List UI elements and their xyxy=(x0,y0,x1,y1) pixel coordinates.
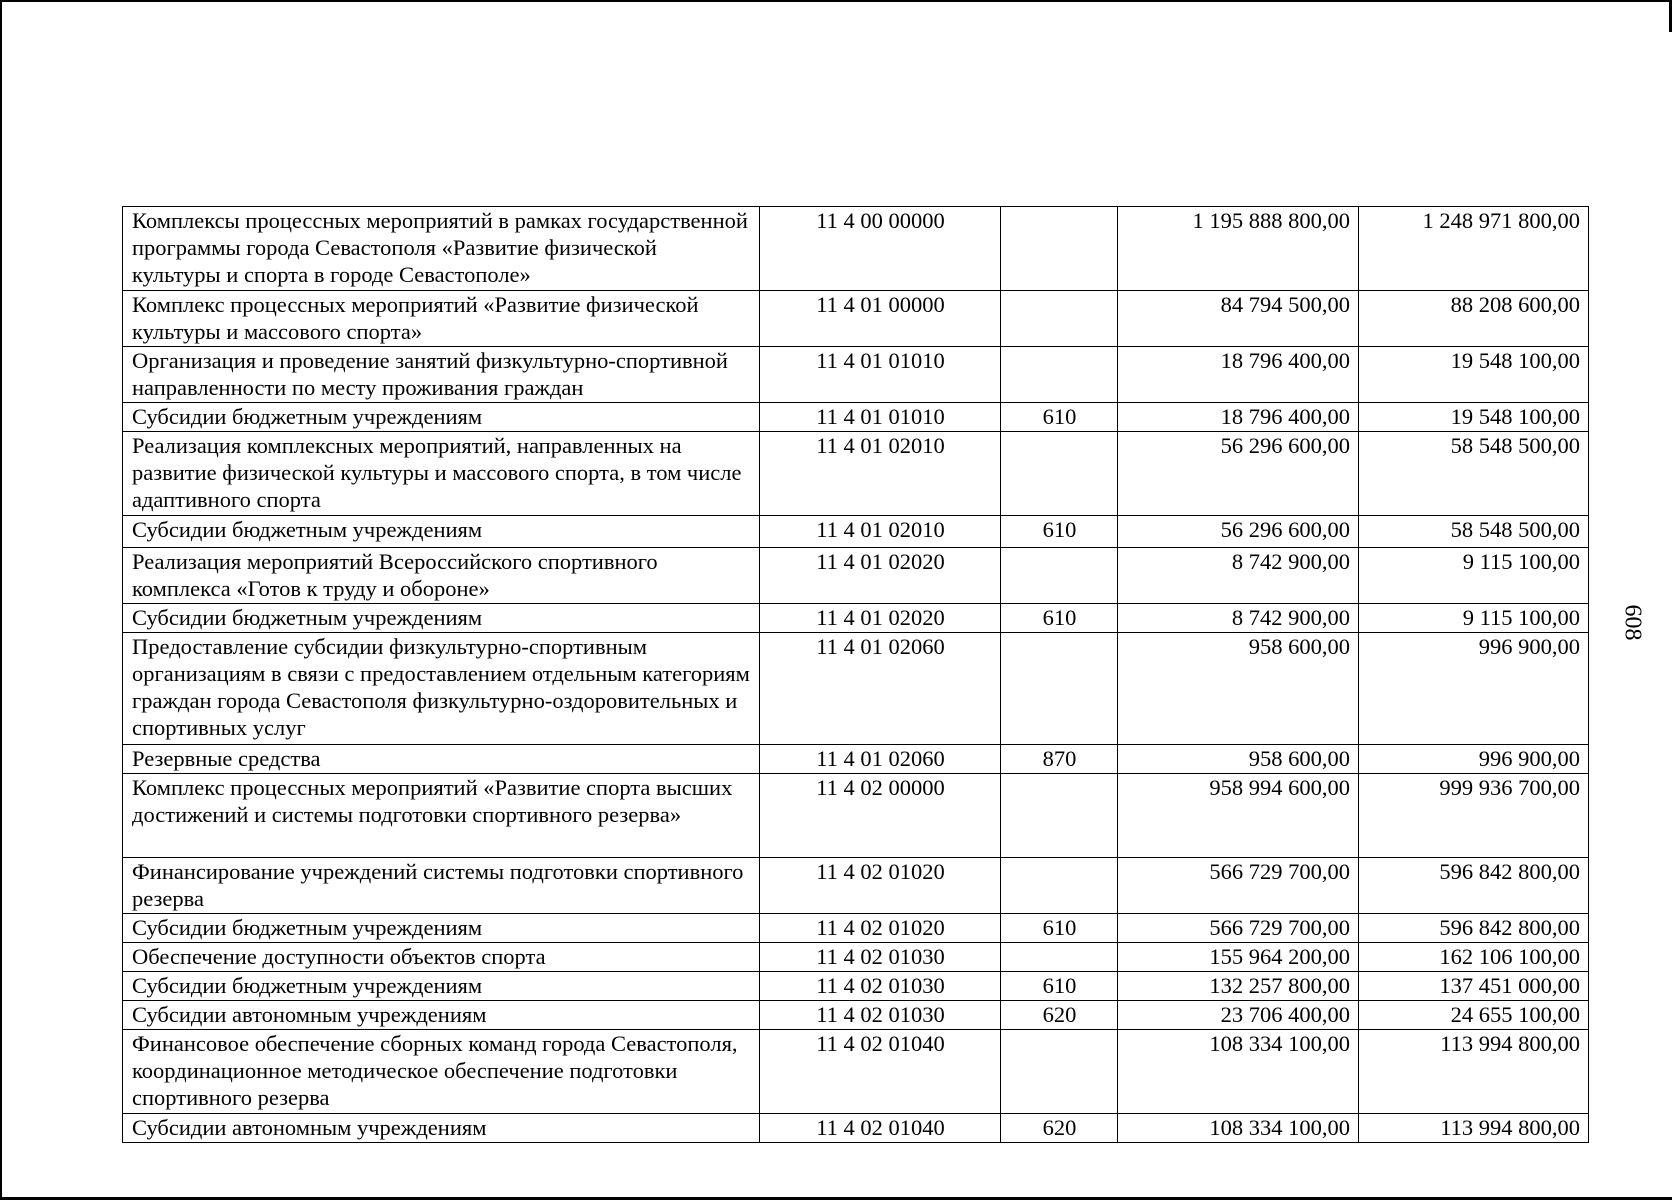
table-row xyxy=(123,432,1589,516)
row-sum-2: 19 548 100,00 xyxy=(1359,347,1589,403)
row-sum-2: 113 994 800,00 xyxy=(1359,1114,1589,1143)
row-name: Финансовое обеспечение сборных команд города Севастополя, координационное методическое обеспечение подготовки спортивного резерва xyxy=(123,1030,760,1114)
row-sum-1: 56 296 600,00 xyxy=(1118,432,1359,516)
row-name: Субсидии автономным учреждениям xyxy=(123,1001,760,1030)
row-sum-1: 108 334 100,00 xyxy=(1118,1030,1359,1114)
row-code: 11 4 02 01040 xyxy=(760,1030,1001,1114)
row-name: Обеспечение доступности объектов спорта xyxy=(123,943,760,972)
scan-border-top xyxy=(0,0,1672,2)
table-row xyxy=(123,1001,1589,1030)
row-code: 11 4 00 00000 xyxy=(760,207,1001,291)
row-expense-type xyxy=(1001,943,1118,972)
row-sum-2: 996 900,00 xyxy=(1359,633,1589,745)
table-row xyxy=(123,403,1589,432)
row-sum-2: 162 106 100,00 xyxy=(1359,943,1589,972)
row-sum-2: 113 994 800,00 xyxy=(1359,1030,1589,1114)
row-sum-1: 958 600,00 xyxy=(1118,633,1359,745)
row-name: Комплекс процессных мероприятий «Развитие спорта высших достижений и системы подготовки спортивного резерва» xyxy=(123,774,760,858)
row-expense-type xyxy=(1001,291,1118,347)
row-sum-1: 18 796 400,00 xyxy=(1118,403,1359,432)
table-row xyxy=(123,207,1589,291)
row-expense-type xyxy=(1001,633,1118,745)
row-name: Субсидии бюджетным учреждениям xyxy=(123,972,760,1001)
row-code: 11 4 02 01020 xyxy=(760,858,1001,914)
row-name: Организация и проведение занятий физкультурно-спортивной направленности по месту проживания граждан xyxy=(123,347,760,403)
row-expense-type xyxy=(1001,347,1118,403)
row-code: 11 4 01 01010 xyxy=(760,403,1001,432)
row-sum-2: 58 548 500,00 xyxy=(1359,516,1589,548)
table-row xyxy=(123,858,1589,914)
row-expense-type: 610 xyxy=(1001,604,1118,633)
row-name: Субсидии автономным учреждениям xyxy=(123,1114,760,1143)
row-name: Резервные средства xyxy=(123,745,760,774)
row-sum-1: 958 994 600,00 xyxy=(1118,774,1359,858)
budget-table-body xyxy=(123,207,1589,1143)
row-name: Реализация комплексных мероприятий, направленных на развитие физической культуры и массового спорта, в том числе адаптивного спорта xyxy=(123,432,760,516)
row-sum-1: 1 195 888 800,00 xyxy=(1118,207,1359,291)
row-expense-type: 610 xyxy=(1001,516,1118,548)
row-sum-1: 23 706 400,00 xyxy=(1118,1001,1359,1030)
row-sum-1: 18 796 400,00 xyxy=(1118,347,1359,403)
row-sum-1: 108 334 100,00 xyxy=(1118,1114,1359,1143)
row-code: 11 4 02 00000 xyxy=(760,774,1001,858)
row-expense-type: 620 xyxy=(1001,1001,1118,1030)
row-expense-type: 870 xyxy=(1001,745,1118,774)
row-expense-type: 610 xyxy=(1001,403,1118,432)
row-code: 11 4 02 01030 xyxy=(760,1001,1001,1030)
row-code: 11 4 01 02060 xyxy=(760,633,1001,745)
table-row xyxy=(123,774,1589,858)
row-code: 11 4 01 01010 xyxy=(760,347,1001,403)
row-code: 11 4 02 01020 xyxy=(760,914,1001,943)
table-row xyxy=(123,972,1589,1001)
table-row xyxy=(123,516,1589,548)
row-sum-1: 155 964 200,00 xyxy=(1118,943,1359,972)
row-code: 11 4 01 02060 xyxy=(760,745,1001,774)
row-sum-1: 132 257 800,00 xyxy=(1118,972,1359,1001)
row-sum-2: 999 936 700,00 xyxy=(1359,774,1589,858)
row-expense-type xyxy=(1001,858,1118,914)
row-expense-type: 610 xyxy=(1001,914,1118,943)
row-sum-1: 958 600,00 xyxy=(1118,745,1359,774)
row-sum-2: 58 548 500,00 xyxy=(1359,432,1589,516)
row-code: 11 4 01 02020 xyxy=(760,548,1001,604)
row-sum-1: 56 296 600,00 xyxy=(1118,516,1359,548)
row-name: Комплекс процессных мероприятий «Развитие физической культуры и массового спорта» xyxy=(123,291,760,347)
row-expense-type xyxy=(1001,432,1118,516)
row-sum-2: 1 248 971 800,00 xyxy=(1359,207,1589,291)
row-sum-1: 566 729 700,00 xyxy=(1118,858,1359,914)
row-sum-1: 8 742 900,00 xyxy=(1118,548,1359,604)
scan-border-left xyxy=(0,0,2,1200)
row-sum-2: 9 115 100,00 xyxy=(1359,548,1589,604)
row-sum-2: 9 115 100,00 xyxy=(1359,604,1589,633)
row-sum-2: 24 655 100,00 xyxy=(1359,1001,1589,1030)
table-row xyxy=(123,914,1589,943)
table-row xyxy=(123,548,1589,604)
page-number: 608 xyxy=(1619,604,1646,641)
row-sum-2: 88 208 600,00 xyxy=(1359,291,1589,347)
row-sum-1: 8 742 900,00 xyxy=(1118,604,1359,633)
row-code: 11 4 01 02010 xyxy=(760,516,1001,548)
table-row xyxy=(123,943,1589,972)
row-name: Субсидии бюджетным учреждениям xyxy=(123,914,760,943)
row-sum-2: 996 900,00 xyxy=(1359,745,1589,774)
row-expense-type xyxy=(1001,774,1118,858)
row-expense-type: 610 xyxy=(1001,972,1118,1001)
row-sum-2: 596 842 800,00 xyxy=(1359,858,1589,914)
row-name: Предоставление субсидии физкультурно-спортивным организациям в связи с предоставлением отдельным категориям граждан города Севастополя физкультурно-оздоровительных и спортивных услуг xyxy=(123,633,760,745)
table-row xyxy=(123,1030,1589,1114)
row-sum-1: 566 729 700,00 xyxy=(1118,914,1359,943)
table-row xyxy=(123,604,1589,633)
table-row xyxy=(123,633,1589,745)
row-expense-type xyxy=(1001,1030,1118,1114)
row-expense-type xyxy=(1001,548,1118,604)
row-code: 11 4 01 02020 xyxy=(760,604,1001,633)
row-sum-1: 84 794 500,00 xyxy=(1118,291,1359,347)
row-code: 11 4 02 01030 xyxy=(760,972,1001,1001)
row-name: Субсидии бюджетным учреждениям xyxy=(123,516,760,548)
row-name: Комплексы процессных мероприятий в рамках государственной программы города Севастополя «Развитие физической культуры и спорта в городе Севастополе» xyxy=(123,207,760,291)
row-code: 11 4 02 01030 xyxy=(760,943,1001,972)
table-row xyxy=(123,291,1589,347)
table-row xyxy=(123,347,1589,403)
row-sum-2: 19 548 100,00 xyxy=(1359,403,1589,432)
row-code: 11 4 01 02010 xyxy=(760,432,1001,516)
row-code: 11 4 01 00000 xyxy=(760,291,1001,347)
row-sum-2: 137 451 000,00 xyxy=(1359,972,1589,1001)
row-name: Субсидии бюджетным учреждениям xyxy=(123,604,760,633)
row-code: 11 4 02 01040 xyxy=(760,1114,1001,1143)
table-row xyxy=(123,1114,1589,1143)
row-sum-2: 596 842 800,00 xyxy=(1359,914,1589,943)
table-row xyxy=(123,745,1589,774)
row-name: Реализация мероприятий Всероссийского спортивного комплекса «Готов к труду и обороне» xyxy=(123,548,760,604)
row-expense-type: 620 xyxy=(1001,1114,1118,1143)
row-name: Субсидии бюджетным учреждениям xyxy=(123,403,760,432)
row-name: Финансирование учреждений системы подготовки спортивного резерва xyxy=(123,858,760,914)
row-expense-type xyxy=(1001,207,1118,291)
budget-table xyxy=(122,206,1589,1143)
